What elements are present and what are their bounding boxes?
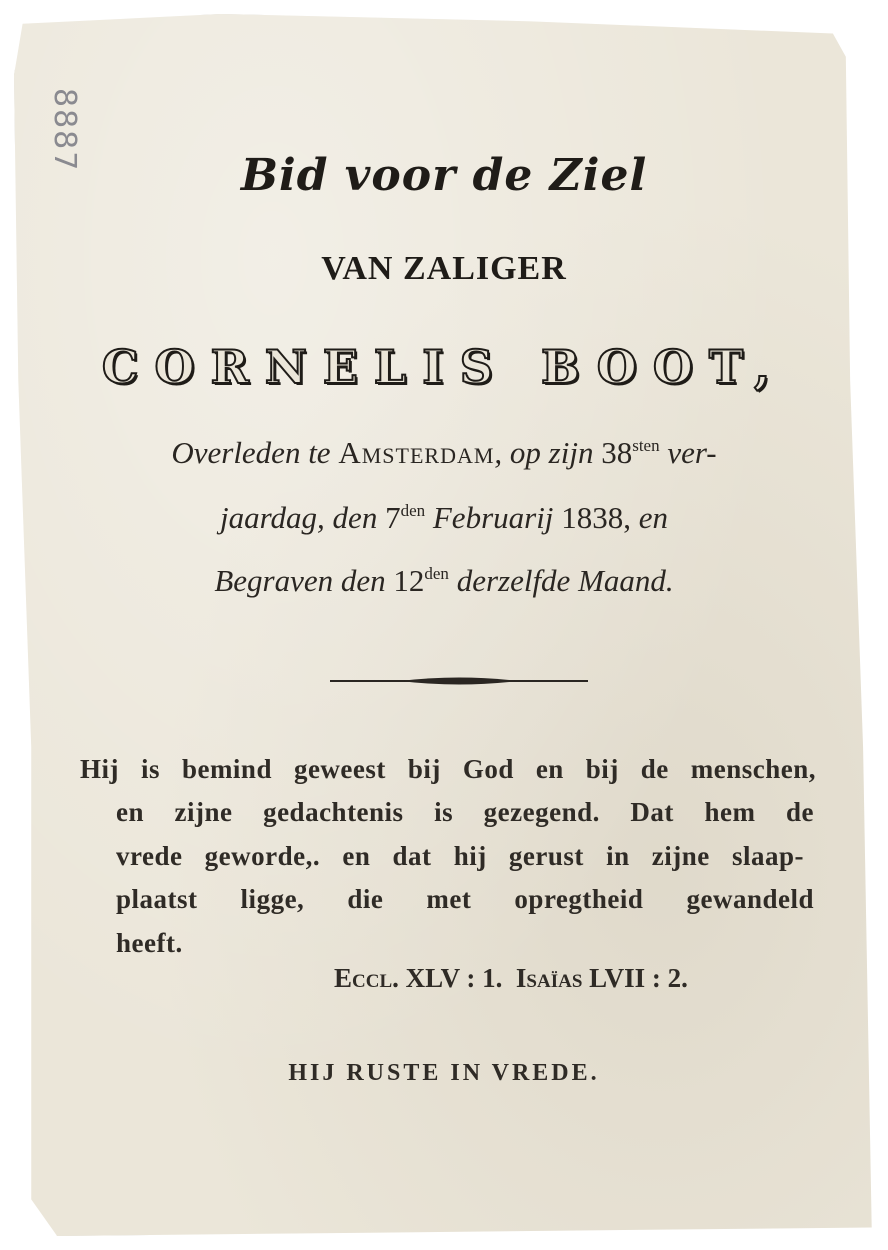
death-line-1-b: , op zijn — [494, 435, 594, 470]
burial-day-suffix: den — [424, 564, 449, 583]
burial-line-a: Begraven den — [214, 563, 386, 598]
death-line-1-c: ver- — [667, 435, 717, 470]
closing-line: HIJ RUSTE IN VREDE. — [288, 1060, 600, 1086]
reference-chapter-2: LVII : 2. — [589, 963, 688, 993]
verse-line-1: Hij is bemind geweest bij God en bij de menschen, — [80, 754, 816, 784]
death-line-1 — [0, 435, 888, 471]
scripture-reference — [334, 963, 688, 994]
verse-line-3: vrede geworde,. en dat hij gerust in zijne slaap- — [116, 841, 804, 871]
card-subtitle: VAN ZALIGER — [321, 250, 567, 287]
death-line-2-a: jaardag, den — [220, 500, 378, 535]
verse-line-5: heeft. — [116, 928, 183, 958]
reference-book-1: Eccl. — [334, 963, 399, 993]
burial-line — [0, 563, 888, 599]
verse-line-4: plaatst ligge, die met opregtheid gewandeld — [116, 884, 814, 914]
burial-line-b: derzelfde Maand. — [456, 563, 674, 598]
card-title-text: Bid voor de Ziel — [240, 150, 648, 201]
death-month: Februarij — [432, 500, 554, 535]
deceased-name: CORNELIS BOOT, — [101, 340, 787, 394]
death-year: 1838, — [561, 500, 631, 535]
death-day: 7 — [385, 500, 401, 535]
death-line-1-a: Overleden te — [171, 435, 331, 470]
card-title — [0, 150, 888, 201]
verse-line-2: en zijne gedachtenis is gezegend. Dat hem de — [116, 797, 814, 827]
burial-day: 12 — [393, 563, 425, 598]
reference-book-2: Isaïas — [515, 963, 583, 993]
death-line-2 — [0, 500, 888, 536]
death-day-suffix: den — [400, 501, 426, 520]
death-city: Amsterdam — [338, 435, 495, 470]
reference-chapter-1: XLV : 1. — [405, 963, 503, 993]
death-line-2-c: en — [638, 500, 668, 535]
ornamental-divider — [330, 672, 588, 690]
death-age: 38 — [601, 435, 633, 470]
inventory-number: 8887 — [47, 88, 82, 173]
death-age-suffix: sten — [632, 436, 660, 455]
